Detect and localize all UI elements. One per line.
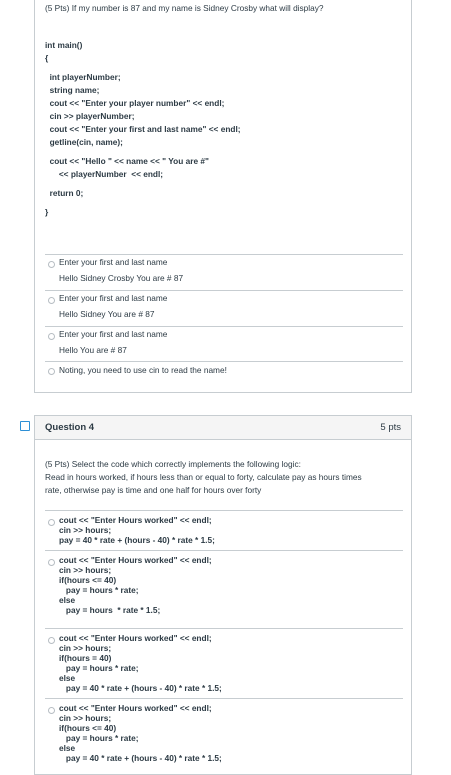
code-line: cin >> playerNumber; [45,111,135,121]
answer-line: cin >> hours; [59,525,112,535]
code-line: { [45,53,49,63]
answer-line: Hello You are # 87 [59,345,127,355]
radio-button[interactable] [48,559,55,566]
question-3-prompt: (5 Pts) If my number is 87 and my name is Sidney Crosby what will display? [45,3,324,13]
answer-line: cin >> hours; [59,643,112,653]
answer-line: cout << "Enter Hours worked" << endl; [59,703,212,713]
code-line: string name; [45,85,100,95]
answer-line: Hello Sidney You are # 87 [59,309,155,319]
answer-line: Hello Sidney Crosby You are # 87 [59,273,184,283]
code-line: int main() [45,40,83,50]
answer-line: pay = hours * rate; [59,733,139,743]
code-line: cout << "Hello " << name << " You are #" [45,156,209,166]
radio-button[interactable] [48,297,55,304]
answer-line: pay = hours * rate * 1.5; [59,605,161,615]
answer-option[interactable] [45,290,403,326]
radio-button[interactable] [48,261,55,268]
answer-line: cout << "Enter Hours worked" << endl; [59,555,212,565]
answer-line: else [59,743,76,753]
prompt-line: Read in hours worked, if hours less than or equal to forty, calculate pay as hours times [45,472,362,482]
answer-line: Enter your first and last name [59,293,168,303]
code-line: int playerNumber; [45,72,121,82]
code-line: return 0; [45,188,84,198]
answer-line: if(hours = 40) [59,653,112,663]
answer-line: else [59,595,76,605]
answer-option[interactable] [45,550,403,628]
answer-line: else [59,673,76,683]
bookmark-flag-icon[interactable] [20,421,30,431]
answer-option[interactable] [45,326,403,361]
code-line: } [45,207,49,217]
radio-button[interactable] [48,368,55,375]
prompt-line: (5 Pts) Select the code which correctly implements the following logic: [45,459,301,469]
question-3-answers [45,254,403,385]
answer-line: pay = hours * rate; [59,663,139,673]
question-3-card [34,0,412,393]
code-line: getline(cin, name); [45,137,123,147]
answer-option[interactable] [45,510,403,550]
answer-line: pay = 40 * rate + (hours - 40) * rate * 1.5; [59,753,222,763]
question-4-prompt [45,458,362,497]
question-4-answers [45,510,403,768]
answer-line: if(hours <= 40) [59,575,117,585]
radio-button[interactable] [48,519,55,526]
answer-line: cout << "Enter Hours worked" << endl; [59,515,212,525]
code-line: cout << "Enter your first and last name" << endl; [45,124,241,134]
radio-button[interactable] [48,707,55,714]
radio-button[interactable] [48,637,55,644]
answer-line: pay = 40 * rate + (hours - 40) * rate * 1.5; [59,683,222,693]
answer-line: Enter your first and last name [59,329,168,339]
answer-line: pay = 40 * rate + (hours - 40) * rate * 1.5; [59,535,215,545]
code-line: cout << "Enter your player number" << endl; [45,98,225,108]
question-title: Question 4 [45,422,95,433]
answer-line: cin >> hours; [59,565,112,575]
answer-line: Noting, you need to use cin to read the name! [59,365,227,375]
radio-button[interactable] [48,333,55,340]
question-4-header [35,416,411,440]
answer-line: Enter your first and last name [59,257,168,267]
answer-line: if(hours <= 40) [59,723,117,733]
answer-option[interactable] [45,628,403,698]
code-line: << playerNumber << endl; [45,169,164,179]
answer-line: pay = hours * rate; [59,585,139,595]
answer-option[interactable] [45,698,403,768]
prompt-line: rate, otherwise pay is time and one half for hours over forty [45,485,262,495]
question-4-card [34,415,412,775]
answer-option[interactable] [45,254,403,290]
question-points: 5 pts [380,422,401,433]
answer-option[interactable] [45,361,403,385]
question-3-code [45,39,241,221]
answer-line: cin >> hours; [59,713,112,723]
answer-line: cout << "Enter Hours worked" << endl; [59,633,212,643]
